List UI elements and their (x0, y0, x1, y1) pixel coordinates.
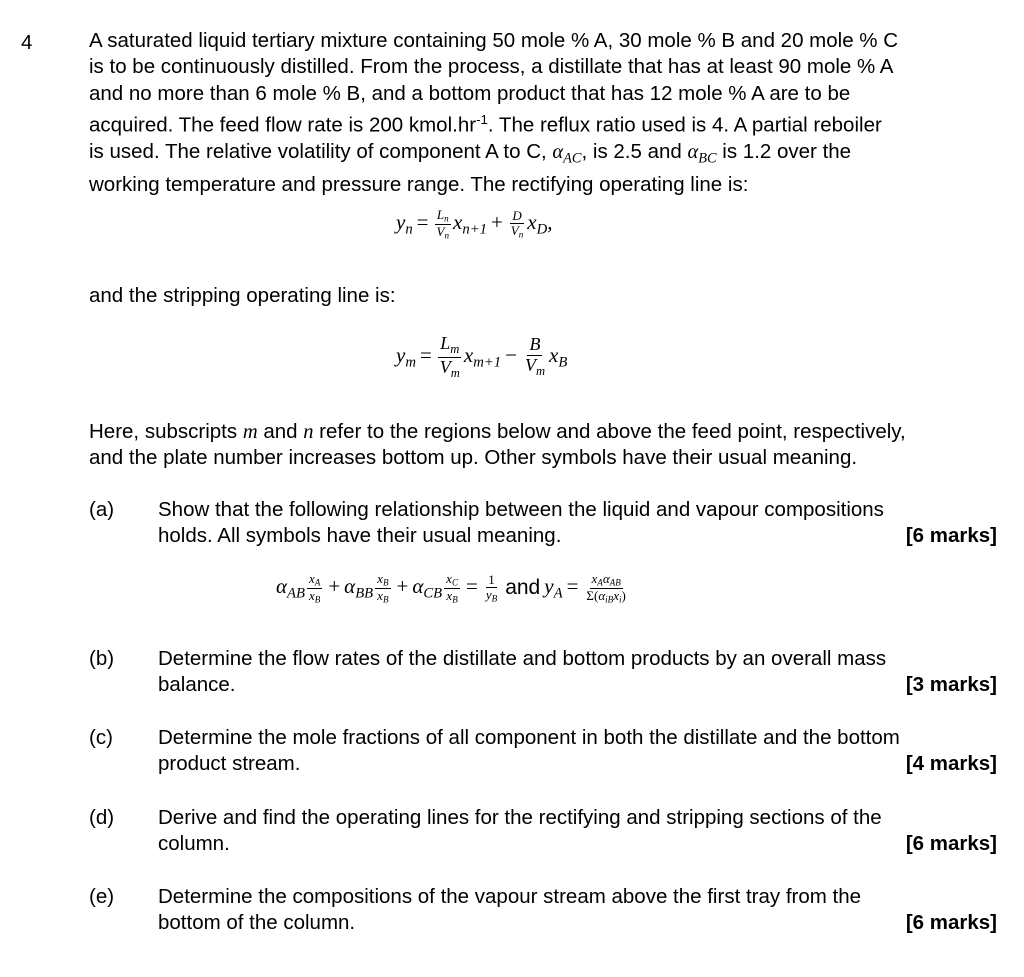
intro-line-6: working temperature and pressure range. The rectifying operating line is: (89, 172, 749, 196)
part-a-label: (a) (89, 498, 115, 521)
part-d-text: Derive and find the operating lines for the rectifying and stripping sections of the column. [6 marks] (158, 805, 997, 858)
relationship-equation: $\alpha_{AB}$ $\frac{x_A}{x_B}$ + $\alpha_{BB}$ $\frac{x_B}{x_B}$ + $\alpha_{CB}$ $\frac{x_C}{x_B}$ = $\frac{1}{y_B}$ and $y_A$ = $\frac{x_A\alpha_{AB}}{\Sigma(\alpha_{iB}x_i)}$ (276, 571, 626, 605)
part-e-label: (e) (89, 885, 115, 908)
alpha-bc-symbol: $\alpha_{BC}$ (687, 140, 717, 167)
part-e-marks: [6 marks] (905, 911, 997, 935)
part-e-text: Determine the compositions of the vapour stream above the first tray from the bottom of the column. [6 marks] (158, 884, 997, 937)
part-c-label: (c) (89, 726, 113, 749)
intro-line-2: is to be continuously distilled. From the process, a distillate that has at least 90 mole % A (89, 55, 894, 79)
intro-line-4: acquired. The feed flow rate is 200 $kmol.hr^{-1}$. The reflux ratio used is 4. A partial reboiler (89, 112, 882, 137)
intro-line-1: A saturated liquid tertiary mixture containing 50 mole % A, 30 mole % B and 20 mole % C (89, 29, 899, 52)
part-a-marks: [6 marks] (905, 524, 997, 548)
problem-statement (89, 28, 997, 198)
part-b-text: Determine the flow rates of the distillate and bottom products by an overall mass balance. [3 marks] (158, 646, 997, 699)
alpha-ac-symbol: $\alpha_{AC}$ (552, 140, 582, 167)
part-b-marks: [3 marks] (905, 673, 997, 697)
part-d-label: (d) (89, 806, 115, 829)
part-a-text: Show that the following relationship between the liquid and vapour compositions holds. All symbols have their usual meaning. [6 marks] (158, 497, 997, 550)
part-c-text: Determine the mole fractions of all component in both the distillate and the bottom product stream. [4 marks] (158, 725, 997, 778)
rectifying-equation: $y_n$ = $\frac{L_n}{V_n}$ $x_{n+1}$ + $\frac{D}{V_n}$ $x_D$, (396, 207, 553, 241)
intro-line-5: is used. The relative volatility of component A to C, $\alpha_{AC}$, is 2.5 and $\alpha_{BC}$ is 1.2 over the (89, 139, 852, 167)
subscript-explanation: Here, subscripts m and n refer to the regions below and above the feed point, respectively, and the plate number increases bottom up. Other symbols have their usual meaning. (89, 420, 906, 470)
stripping-equation: $y_m$ = $\frac{L_m}{V_m}$ $x_{m+1}$ − $\frac{B}{V_m}$ $x_B$ (396, 333, 568, 380)
intro-line-3: and no more than 6 mole % B, and a bottom product that has 12 mole % A are to be (89, 81, 851, 105)
stripping-intro: and the stripping operating line is: (89, 284, 396, 307)
part-c-marks: [4 marks] (905, 752, 997, 776)
part-d-marks: [6 marks] (905, 832, 997, 856)
part-b-label: (b) (89, 647, 115, 670)
question-number: 4 (21, 31, 33, 54)
